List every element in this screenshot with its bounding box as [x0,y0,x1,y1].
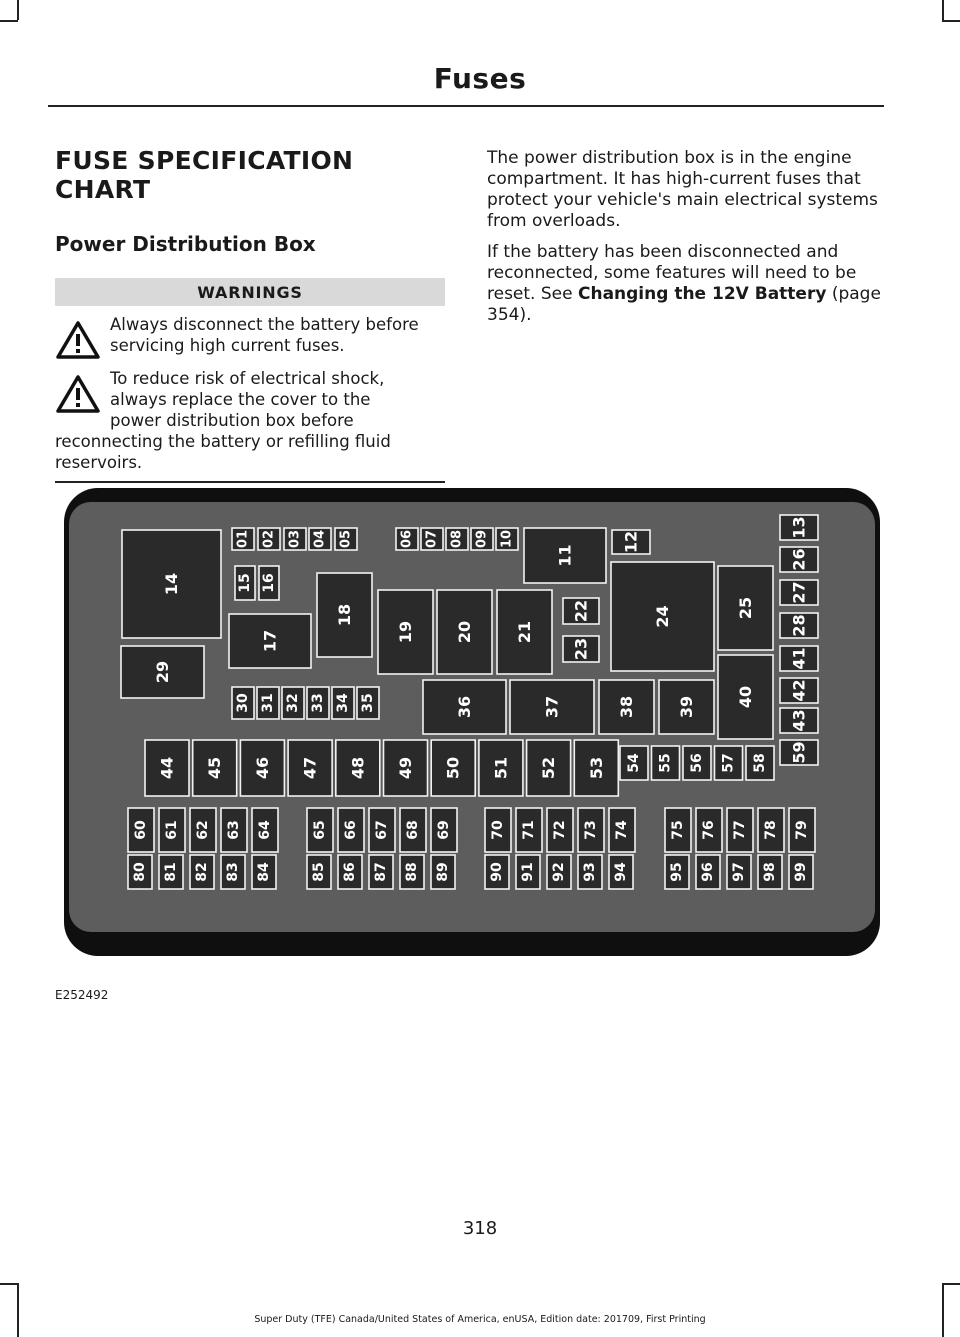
crop-mark [17,0,19,20]
fuse-label-27: 27 [789,581,809,604]
fuse-84 [252,855,276,889]
fuse-49 [384,740,428,796]
fuse-label-02: 02 [261,529,277,549]
fuse-label-42: 42 [789,679,809,702]
fuse-label-41: 41 [789,647,809,670]
fuse-48 [336,740,380,796]
fuse-27 [780,580,818,605]
fuse-label-71: 71 [521,820,537,840]
fuse-31 [257,687,279,719]
fuse-label-43: 43 [789,709,809,732]
fuse-78 [758,808,784,852]
fuse-70 [485,808,511,852]
fuse-40 [718,655,773,739]
fuse-label-92: 92 [551,862,567,882]
fuse-label-10: 10 [499,529,515,549]
warning-1-text: Always disconnect the battery before servicing high current fuses. [110,315,419,355]
page-number: 318 [462,1218,498,1239]
fuse-91 [516,855,540,889]
fuse-label-63: 63 [226,820,242,840]
fuse-label-88: 88 [404,862,420,882]
fuse-label-12: 12 [621,530,641,554]
fuse-96 [696,855,720,889]
fuse-30 [232,687,254,719]
fuse-87 [369,855,393,889]
fuse-label-19: 19 [396,620,415,644]
warnings-end-rule [55,481,445,483]
fuse-label-54: 54 [626,753,642,773]
fuse-60 [128,808,154,852]
fuse-93 [578,855,602,889]
fuse-label-55: 55 [657,753,674,773]
fuse-label-50: 50 [443,756,463,780]
fuse-07 [421,528,443,550]
fuse-label-08: 08 [449,529,465,549]
fuse-94 [609,855,633,889]
fuse-label-77: 77 [732,820,748,840]
fuse-72 [547,808,573,852]
fuse-label-07: 07 [424,529,440,549]
fuse-label-73: 73 [583,820,599,840]
fuse-44 [145,740,189,796]
warnings-label: WARNINGS [55,278,445,306]
fuse-58 [746,746,774,780]
fuse-label-14: 14 [162,572,181,596]
fuse-62 [190,808,216,852]
fuse-label-78: 78 [763,820,779,840]
fuse-label-61: 61 [164,820,180,840]
crop-mark [942,20,960,22]
fuse-label-34: 34 [335,693,351,713]
fuse-label-84: 84 [256,862,272,882]
fuse-label-05: 05 [338,529,354,549]
fuse-67 [369,808,395,852]
crop-mark [942,0,944,20]
fuse-label-26: 26 [789,548,809,571]
fuse-37 [510,680,594,734]
fuse-label-11: 11 [555,544,575,567]
fuse-73 [578,808,604,852]
crop-mark [17,1283,19,1337]
fuse-label-79: 79 [794,820,810,840]
fuse-19 [378,590,433,674]
fuse-81 [159,855,183,889]
battery-text: If the battery has been disconnected and reconnected, some features will need to be reset. See [487,242,857,304]
fuse-label-87: 87 [373,862,389,882]
fuse-61 [159,808,185,852]
section-subheading: Power Distribution Box [55,232,316,256]
page-header-title: Fuses [433,62,527,95]
fuse-77 [727,808,753,852]
fuse-label-98: 98 [762,862,778,882]
fuse-24 [611,562,714,671]
fuse-36 [423,680,506,734]
fuse-label-39: 39 [677,695,696,719]
fuse-label-59: 59 [789,741,809,764]
fuse-39 [659,680,714,734]
fuse-label-95: 95 [669,862,685,882]
fuse-label-58: 58 [752,753,768,773]
fuse-82 [190,855,214,889]
fuse-label-86: 86 [342,862,358,882]
fuse-label-30: 30 [235,693,251,713]
fuse-label-83: 83 [225,862,241,882]
fuse-label-33: 33 [310,693,326,713]
fuse-13 [780,515,818,540]
fuse-63 [221,808,247,852]
fuse-88 [400,855,424,889]
fuse-label-04: 04 [312,529,328,549]
fuse-label-67: 67 [374,820,390,840]
fuse-label-32: 32 [285,693,301,713]
fuse-label-90: 90 [489,862,505,882]
fuse-label-47: 47 [300,756,320,780]
fuse-label-16: 16 [261,573,277,593]
fuse-74 [609,808,635,852]
fuse-label-20: 20 [455,620,474,644]
warning-2-line-4: reconnecting the battery or refilling fluid reservoirs. [55,432,391,472]
fuse-label-44: 44 [157,756,177,780]
fuse-label-93: 93 [582,862,598,882]
fuse-11 [524,528,606,583]
fuse-box-diagram [62,486,882,958]
fuse-56 [683,746,711,780]
fuse-46 [240,740,284,796]
fuse-label-70: 70 [490,820,506,840]
fuse-label-57: 57 [720,753,737,773]
fuse-53 [574,740,618,796]
page-reference: (page 354). [487,284,881,325]
battery-paragraph [487,242,882,326]
fuse-18 [317,573,372,657]
fuse-label-24: 24 [653,605,672,628]
fuse-95 [665,855,689,889]
fuse-label-60: 60 [133,820,149,840]
fuse-label-15: 15 [237,573,253,593]
fuse-label-81: 81 [163,862,179,882]
fuse-label-91: 91 [520,862,536,882]
fuse-59 [780,740,818,765]
fuse-label-03: 03 [287,529,303,549]
fuse-41 [780,646,818,671]
fuse-label-97: 97 [731,862,747,882]
fuse-label-45: 45 [205,756,225,780]
fuse-label-22: 22 [571,599,591,623]
fuse-57 [715,746,743,780]
fuse-label-82: 82 [194,862,210,882]
fuse-label-64: 64 [257,820,273,840]
fuse-label-17: 17 [260,629,280,653]
fuse-label-74: 74 [614,820,630,840]
fuse-47 [288,740,332,796]
fuse-92 [547,855,571,889]
section-heading: FUSE SPECIFICATION CHART [55,146,354,204]
fuse-90 [485,855,509,889]
fuse-label-66: 66 [343,820,359,840]
footer-text: Super Duty (TFE) Canada/United States of America, enUSA, Edition date: 201709, First Printing [254,1314,706,1325]
warning-2-line-3: power distribution box before [110,411,354,430]
warning-2 [55,368,445,473]
fuse-26 [780,547,818,572]
fuse-label-36: 36 [455,695,474,719]
fuse-label-21: 21 [515,620,534,644]
fuse-54 [620,746,648,780]
fuse-34 [332,687,354,719]
fuse-label-65: 65 [312,820,328,840]
fuse-89 [431,855,455,889]
fuse-12 [612,530,650,554]
fuse-51 [479,740,523,796]
fuse-label-96: 96 [700,862,716,882]
crop-mark [0,1283,18,1285]
left-column [55,146,445,483]
fuse-80 [128,855,152,889]
fuse-64 [252,808,278,852]
fuse-01 [232,528,254,550]
fuse-label-85: 85 [311,862,327,882]
fuse-label-31: 31 [260,693,276,713]
fuse-23 [563,636,599,662]
fuse-71 [516,808,542,852]
fuse-79 [789,808,815,852]
fuse-03 [284,528,306,550]
intro-paragraph: The power distribution box is in the engine compartment. It has high-current fuses that protect your vehicle's main electrical systems from overloads. [487,148,878,231]
fuse-label-46: 46 [252,756,272,780]
fuse-75 [665,808,691,852]
fuse-83 [221,855,245,889]
fuse-22 [563,598,599,624]
fuse-17 [229,614,311,668]
figure-id: E252492 [55,988,109,1002]
fuse-33 [307,687,329,719]
fuse-label-23: 23 [571,637,591,661]
fuse-98 [758,855,782,889]
crop-mark [0,20,18,22]
fuse-04 [309,528,331,550]
crop-mark [942,1283,960,1285]
fuse-label-69: 69 [436,820,452,840]
fuse-99 [789,855,813,889]
fuse-28 [780,613,818,638]
fuse-label-72: 72 [552,820,568,840]
fuse-66 [338,808,364,852]
fuse-10 [496,528,518,550]
fuse-20 [437,590,492,674]
fuse-14 [122,530,221,638]
fuse-label-48: 48 [348,756,368,780]
fuse-label-75: 75 [670,820,686,840]
fuse-label-52: 52 [539,756,559,780]
crop-mark [942,1283,944,1337]
fuse-86 [338,855,362,889]
fuse-52 [527,740,571,796]
fuse-97 [727,855,751,889]
fuse-label-28: 28 [789,614,809,637]
fuse-45 [193,740,237,796]
fuse-label-51: 51 [491,756,511,780]
fuse-label-80: 80 [132,862,148,882]
fuse-label-01: 01 [235,529,251,549]
fuse-55 [652,746,680,780]
fuse-label-68: 68 [405,820,421,840]
warning-1 [55,314,445,356]
fuse-label-49: 49 [396,756,415,780]
fuse-09 [471,528,493,550]
fuse-label-89: 89 [435,862,451,882]
fuse-06 [396,528,418,550]
header-rule [48,105,884,107]
fuse-label-29: 29 [153,660,172,684]
fuse-label-94: 94 [613,862,629,882]
fuse-label-35: 35 [360,693,376,713]
fuse-15 [235,566,255,600]
fuse-50 [431,740,475,796]
fuse-label-99: 99 [793,862,809,882]
fuse-25 [718,566,773,650]
fuse-65 [307,808,333,852]
fuse-29 [121,646,204,698]
fuse-35 [357,687,379,719]
fuse-label-40: 40 [736,685,755,709]
warning-triangle-icon [55,374,101,414]
fuse-02 [258,528,280,550]
fuse-21 [497,590,552,674]
fuse-label-38: 38 [617,695,636,719]
fuse-label-13: 13 [789,516,809,539]
right-column [487,148,882,336]
warning-2-line-1: To reduce risk of electrical shock, [110,369,385,388]
cross-reference-link[interactable]: Changing the 12V Battery [577,284,827,304]
fuse-85 [307,855,331,889]
fuse-label-09: 09 [474,529,490,549]
fuse-69 [431,808,457,852]
fuse-76 [696,808,722,852]
warning-triangle-icon [55,320,101,360]
fuse-label-56: 56 [689,753,705,773]
fuse-label-37: 37 [542,695,562,719]
fuse-38 [599,680,654,734]
fuse-43 [780,708,818,733]
fuse-08 [446,528,468,550]
warning-2-line-2: always replace the cover to the [110,390,371,409]
fuse-68 [400,808,426,852]
fuse-label-18: 18 [335,603,354,627]
fuse-16 [259,566,279,600]
fuse-label-62: 62 [195,820,211,840]
fuse-label-53: 53 [586,756,606,780]
fuse-label-06: 06 [399,529,415,549]
fuse-32 [282,687,304,719]
fuse-42 [780,678,818,703]
fuse-label-76: 76 [701,820,717,840]
fuse-label-25: 25 [736,596,755,620]
fuse-05 [335,528,357,550]
